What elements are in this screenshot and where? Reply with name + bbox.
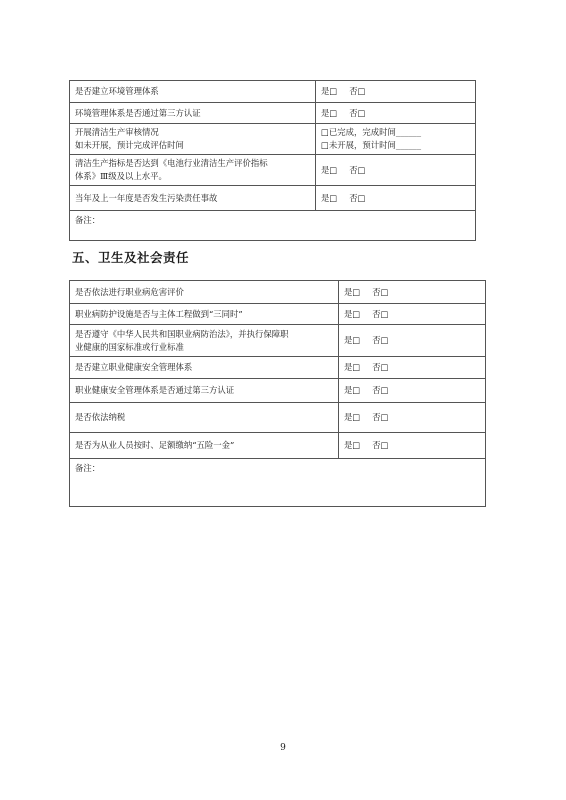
no-checkbox[interactable]: 否□ <box>372 385 389 395</box>
no-checkbox[interactable]: 否□ <box>349 107 366 118</box>
question-line: 体系》Ⅲ级及以上水平。 <box>75 171 167 181</box>
question-cell: 环境管理体系是否通过第三方认证 <box>70 103 316 124</box>
remark-row <box>70 459 486 507</box>
table-row <box>70 325 486 357</box>
question-cell <box>70 325 339 357</box>
table-row <box>70 357 486 379</box>
remark-field[interactable]: 备注： <box>70 211 476 241</box>
yes-checkbox[interactable]: 是□ <box>321 164 338 175</box>
table-row <box>70 81 476 103</box>
answer-cell <box>316 186 476 211</box>
remark-field[interactable]: 备注： <box>70 459 486 507</box>
yes-checkbox[interactable]: 是□ <box>344 412 361 422</box>
yes-checkbox[interactable]: 是□ <box>344 440 361 450</box>
question-line: 清洁生产指标是否达到《电池行业清洁生产评价指标 <box>75 158 268 168</box>
question-cell: 职业病防护设施是否与主体工程做到“三同时” <box>70 304 339 325</box>
no-checkbox[interactable]: 否□ <box>372 335 389 345</box>
answer-cell <box>316 124 476 155</box>
answer-cell <box>339 304 486 325</box>
remark-row <box>70 211 476 241</box>
table-row <box>70 304 486 325</box>
not-started-checkbox[interactable]: □未开展，预计时间______ <box>321 140 422 150</box>
section-title: 五、卫生及社会责任 <box>72 250 190 265</box>
yes-checkbox[interactable]: 是□ <box>321 107 338 118</box>
question-cell <box>70 155 316 186</box>
question-cell <box>70 124 316 155</box>
no-checkbox[interactable]: 否□ <box>372 412 389 422</box>
question-cell: 职业健康安全管理体系是否通过第三方认证 <box>70 379 339 403</box>
question-cell: 是否建立职业健康安全管理体系 <box>70 357 339 379</box>
question-cell: 是否依法进行职业病危害评价 <box>70 281 339 304</box>
answer-cell <box>339 403 486 433</box>
table-row <box>70 186 476 211</box>
no-checkbox[interactable]: 否□ <box>372 362 389 372</box>
answer-cell <box>316 155 476 186</box>
yes-checkbox[interactable]: 是□ <box>344 385 361 395</box>
yes-checkbox[interactable]: 是□ <box>321 192 338 203</box>
question-cell: 是否依法纳税 <box>70 403 339 433</box>
question-cell: 当年及上一年度是否发生污染责任事故 <box>70 186 316 211</box>
table-row <box>70 124 476 155</box>
answer-cell <box>339 325 486 357</box>
yes-checkbox[interactable]: 是□ <box>344 308 361 319</box>
yes-checkbox[interactable]: 是□ <box>344 362 361 372</box>
table-row <box>70 403 486 433</box>
page-number: 9 <box>280 743 286 753</box>
yes-checkbox[interactable]: 是□ <box>321 86 338 96</box>
answer-cell <box>339 433 486 459</box>
completed-checkbox[interactable]: □已完成，完成时间______ <box>321 127 422 137</box>
no-checkbox[interactable]: 否□ <box>372 308 389 319</box>
table-row <box>70 103 476 124</box>
no-checkbox[interactable]: 否□ <box>349 86 366 96</box>
table-row <box>70 433 486 459</box>
no-checkbox[interactable]: 否□ <box>372 286 389 297</box>
no-checkbox[interactable]: 否□ <box>349 164 366 175</box>
yes-checkbox[interactable]: 是□ <box>344 335 361 345</box>
question-line: 是否遵守《中华人民共和国职业病防治法》，并执行保障职 <box>75 328 289 339</box>
table-row <box>70 379 486 403</box>
question-cell: 是否建立环境管理体系 <box>70 81 316 103</box>
answer-cell <box>339 379 486 403</box>
environment-table <box>69 80 476 241</box>
yes-checkbox[interactable]: 是□ <box>344 286 361 297</box>
answer-cell <box>339 281 486 304</box>
no-checkbox[interactable]: 否□ <box>349 192 366 203</box>
answer-cell <box>339 357 486 379</box>
question-line: 如未开展，预计完成评估时间 <box>75 140 184 150</box>
answer-cell <box>316 81 476 103</box>
question-cell: 是否为从业人员按时、足额缴纳“五险一金” <box>70 433 339 459</box>
health-responsibility-table <box>69 280 486 507</box>
question-line: 业健康的国家标准或行业标准 <box>75 341 184 352</box>
table-row <box>70 281 486 304</box>
no-checkbox[interactable]: 否□ <box>372 440 389 450</box>
answer-cell <box>316 103 476 124</box>
question-line: 开展清洁生产审核情况 <box>75 127 159 137</box>
table-row <box>70 155 476 186</box>
